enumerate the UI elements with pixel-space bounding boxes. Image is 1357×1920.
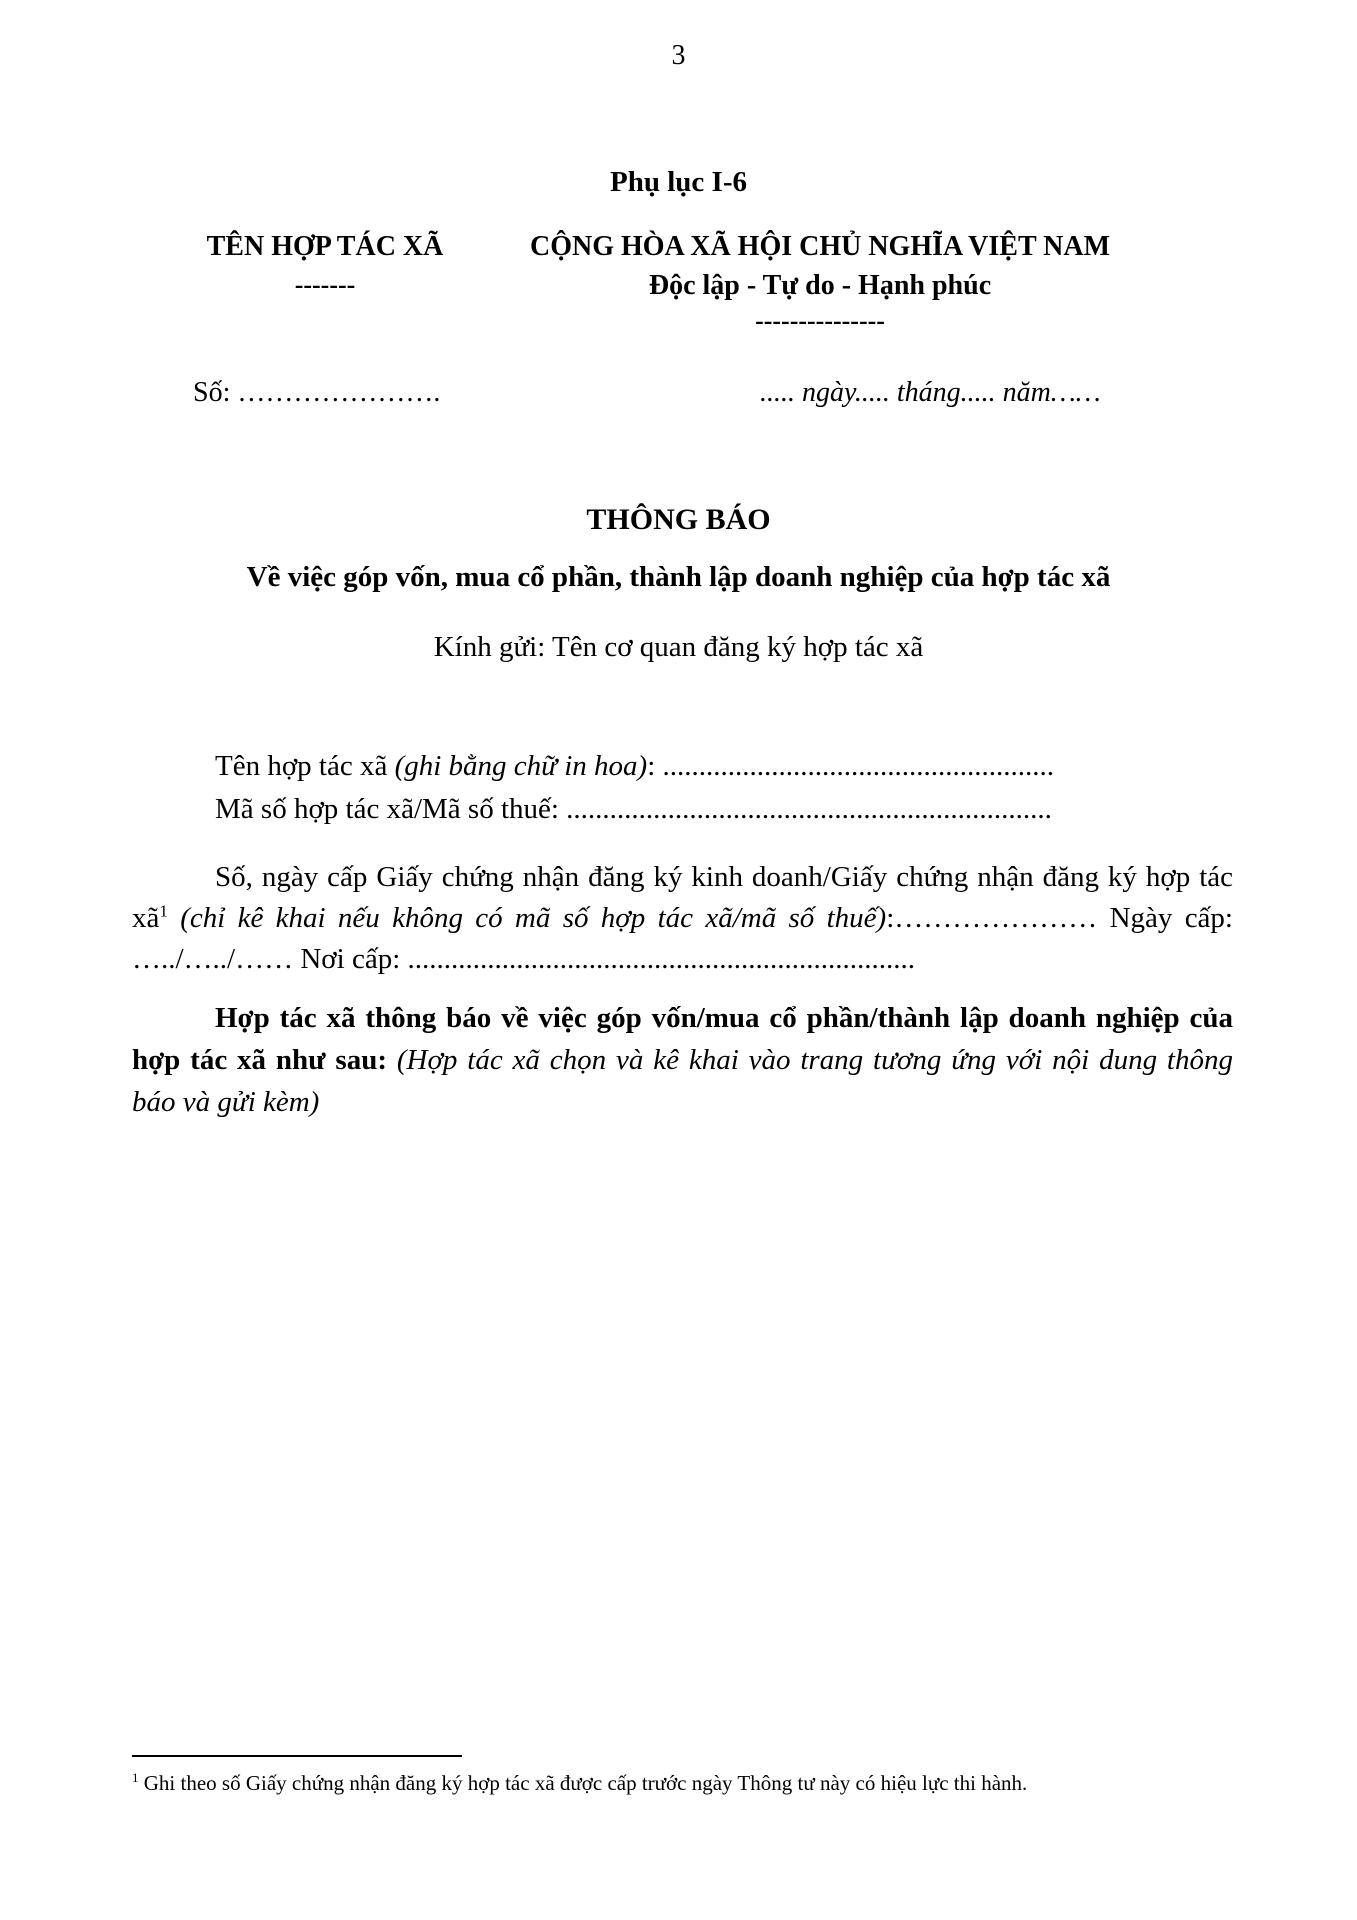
certificate-dots: :…………………	[886, 902, 1110, 934]
declaration-paragraph	[132, 997, 1233, 1123]
footnote-text: Ghi theo số Giấy chứng nhận đăng ký hợp tác xã được cấp trước ngày Thông tư này có hiệu lực thi hành.	[138, 1771, 1028, 1795]
notice-subtitle: Về việc góp vốn, mua cổ phần, thành lập doanh nghiệp của hợp tác xã	[246, 561, 1111, 593]
appendix-title: Phụ lục I-6	[610, 166, 747, 198]
organization-name-heading: TÊN HỢP TÁC XÃ	[206, 231, 444, 262]
footnote-reference: 1	[159, 901, 168, 921]
certificate-label: Số, ngày cấp Giấy chứng nhận đăng ký kinh doanh/Giấy chứng nhận đăng ký hợp tác xã	[132, 861, 1233, 934]
notice-title: THÔNG BÁO	[586, 503, 771, 536]
page-number: 3	[671, 40, 686, 71]
footnote-number: 1	[132, 1770, 139, 1785]
organization-name-divider: -------	[294, 270, 356, 299]
national-title: CỘNG HÒA XÃ HỘI CHỦ NGHĨA VIỆT NAM	[529, 231, 1111, 262]
national-motto-divider: ---------------	[755, 306, 885, 335]
cooperative-name-label: Tên hợp tác xã	[215, 750, 395, 782]
cooperative-name-dots: : ......................................................	[647, 750, 1055, 782]
footnote	[132, 1770, 1027, 1796]
cooperative-name-note: (ghi bằng chữ in hoa)	[394, 750, 648, 782]
declaration-instruction: (Hợp tác xã chọn và kê khai vào trang tương ứng với nội dung thông báo và gửi kèm)	[132, 1044, 1233, 1118]
certificate-note: (chỉ kê khai nếu không có mã số hợp tác xã/mã số thuế)	[167, 902, 887, 934]
declaration-statement: Hợp tác xã thông báo về việc góp vốn/mua cổ phần/thành lập doanh nghiệp của hợp tác xã như sau:	[132, 1002, 1233, 1076]
certificate-field	[132, 857, 1233, 980]
document-number-field: Số: ………………….	[193, 377, 441, 408]
tax-code-field: Mã số hợp tác xã/Mã số thuế: ...................................................................	[215, 793, 1052, 825]
national-motto: Độc lập - Tự do - Hạnh phúc	[648, 270, 992, 301]
document-date-field: ..... ngày..... tháng..... năm……	[760, 377, 1101, 408]
recipient-line: Kính gửi: Tên cơ quan đăng ký hợp tác xã	[433, 631, 924, 663]
issue-date-place-field: Ngày cấp: …../…../…… Nơi cấp: ......................................................................	[132, 902, 1233, 975]
footnote-divider	[132, 1755, 462, 1757]
cooperative-name-field	[215, 750, 1054, 783]
